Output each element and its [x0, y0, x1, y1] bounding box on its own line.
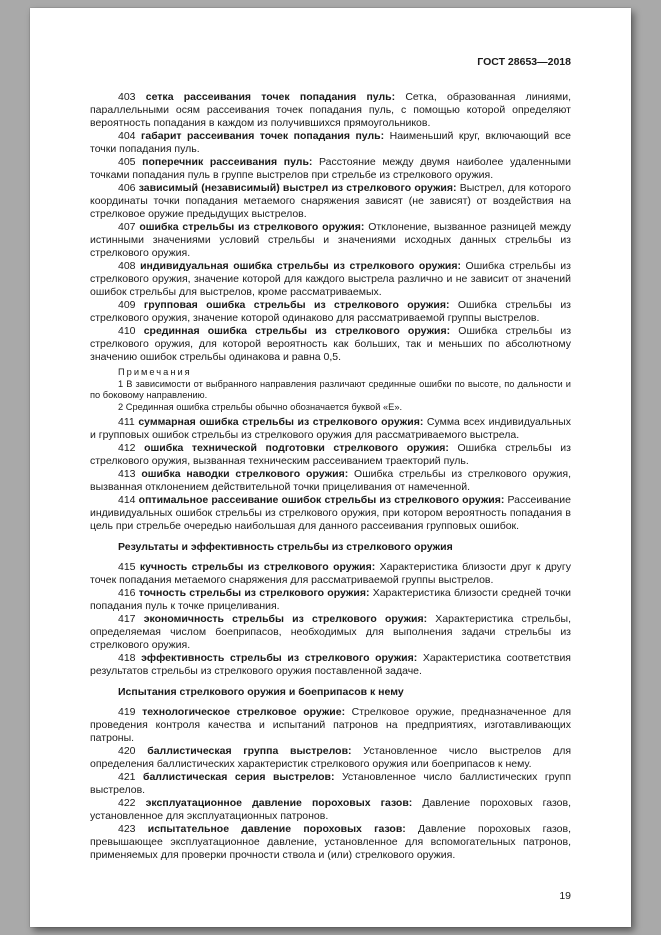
term-paragraph [90, 260, 571, 299]
note-item: 1 В зависимости от выбранного направления различают срединные ошибки по высоте, по дальности и по боковому направлению. [90, 378, 571, 400]
term-label: точность стрельбы из стрелкового оружия: [138, 587, 370, 599]
term-paragraph [90, 442, 571, 468]
term-label: эффективность стрельбы из стрелкового оружия: [141, 652, 418, 664]
term-number: 422 [118, 797, 146, 809]
term-paragraph [90, 416, 571, 442]
page-number: 19 [559, 890, 571, 902]
term-definition: Рассеивание индивидуальных ошибок стрельбы из стрелкового оружия, при котором вероятность попадания в цель при стрельбе очередью наибольшая для данного рассеивания групповых ошибок. [90, 494, 572, 532]
term-definition: Наименьший круг, включающий все точки попадания пуль. [90, 130, 572, 155]
term-label: ошибка наводки стрелкового оружия: [141, 468, 349, 480]
term-label: зависимый (независимый) выстрел из стрелкового оружия: [138, 182, 457, 194]
term-definition: Расстояние между двумя наиболее удаленными точками попадания пуль в группе выстрелов при стрельбе из стрелкового оружия. [90, 156, 571, 181]
term-paragraph [90, 706, 571, 745]
term-label: баллистическая серия выстрелов: [142, 771, 335, 783]
term-paragraph [90, 823, 571, 862]
term-number: 405 [118, 156, 143, 168]
term-definition: Установленное число выстрелов для определения баллистических характеристик стрелкового оружия или боеприпасов к нему. [90, 745, 572, 770]
term-label: технологическое стрелковое оружие: [142, 706, 346, 718]
section-heading: Результаты и эффективность стрельбы из стрелкового оружия [118, 541, 453, 553]
term-definition: Стрелковое оружие, предназначенное для проведения контроля качества и испытаний патронов на предприятиях, изготавливающих патроны. [90, 706, 572, 744]
term-label: ошибка стрельбы из стрелкового оружия: [139, 221, 365, 233]
term-definition: Давление пороховых газов, превышающее эксплуатационное давление, установленное для вспомогательных патронов, применяемых для проверки прочности ствола и (или) стрелкового оружия. [90, 823, 572, 861]
term-number: 403 [118, 91, 146, 103]
term-number: 407 [118, 221, 140, 233]
term-paragraph [90, 221, 571, 260]
term-label: индивидуальная ошибка стрельбы из стрелкового оружия: [140, 260, 462, 272]
term-number: 413 [118, 468, 142, 480]
term-definition: Отклонение, вызванное разницей между истинными значениями условий стрельбы и значениями исходных данных стрельбы из стрелкового оружия. [90, 221, 572, 259]
term-label: оптимальное рассеивание ошибок стрельбы из стрелкового оружия: [138, 494, 505, 506]
section-heading: Испытания стрелкового оружия и боеприпасов к нему [118, 686, 404, 698]
term-label: эксплуатационное давление пороховых газов: [145, 797, 413, 809]
term-label: кучность стрельбы из стрелкового оружия: [139, 561, 376, 573]
term-definition: Ошибка стрельбы из стрелкового оружия, вызванная отклонением действительной точки прицеливания от намеченной. [90, 468, 571, 493]
term-number: 419 [118, 706, 143, 718]
document-content [90, 91, 571, 862]
term-paragraph [90, 745, 571, 771]
term-paragraph [90, 797, 571, 823]
term-label: экономичность стрельбы из стрелкового оружия: [143, 613, 428, 625]
term-paragraph [90, 561, 571, 587]
term-label: габарит рассеивания точек попадания пуль: [141, 130, 385, 142]
term-definition: Ошибка стрельбы из стрелкового оружия, значение которой одинаково для рассматриваемой группы выстрелов. [90, 299, 571, 324]
term-number: 408 [118, 260, 141, 272]
term-definition: Ошибка стрельбы из стрелкового оружия, значение которой для каждого выстрела различно и не зависит от значений ошибок стрельбы для выстрелов, кроме рассматриваемых. [90, 260, 571, 298]
notes-block [90, 367, 571, 413]
term-paragraph [90, 494, 571, 533]
term-number: 414 [118, 494, 139, 506]
term-paragraph [90, 652, 571, 678]
note-item: 2 Срединная ошибка стрельбы обычно обозначается буквой «Е». [118, 401, 403, 412]
term-definition: Выстрел, для которого координаты точки попадания метаемого снаряжения зависят (не зависят) от воздействия на стрелковое оружие предыдущих выстрелов. [90, 182, 571, 220]
term-definition: Сетка, образованная линиями, параллельными осям рассеивания точек попадания пуль, с помощью которой определяют вероятность попадания в каждом из получившихся прямоугольников. [90, 91, 571, 129]
term-paragraph [90, 156, 571, 182]
term-definition: Характеристика стрельбы, определяемая числом боеприпасов, необходимых для выполнения задачи стрельбы из стрелкового оружия. [90, 613, 571, 651]
document-page [30, 8, 631, 927]
term-paragraph [90, 771, 571, 797]
term-paragraph [90, 91, 571, 130]
term-number: 416 [118, 587, 139, 599]
term-paragraph [90, 468, 571, 494]
term-definition: Характеристика соответствия результатов стрельбы из стрелкового оружия поставленной задаче. [90, 652, 571, 677]
term-number: 409 [118, 299, 144, 311]
term-number: 406 [118, 182, 139, 194]
term-paragraph [90, 299, 571, 325]
term-definition: Давление пороховых газов, установленное для эксплуатационных патронов. [90, 797, 572, 822]
term-number: 421 [118, 771, 143, 783]
term-definition: Сумма всех индивидуальных и групповых ошибок стрельбы из стрелкового оружия для рассматриваемого выстрела. [90, 416, 571, 441]
term-label: испытательное давление пороховых газов: [147, 823, 406, 835]
term-number: 423 [118, 823, 148, 835]
term-label: групповая ошибка стрельбы из стрелкового оружия: [143, 299, 450, 311]
notes-title: Примечания [118, 367, 192, 377]
term-definition: Характеристика близости средней точки попадания пуль к точке прицеливания. [90, 587, 571, 612]
term-label: поперечник рассеивания пуль: [142, 156, 313, 168]
term-paragraph [90, 325, 571, 364]
term-number: 404 [118, 130, 141, 142]
term-number: 420 [118, 745, 148, 757]
term-paragraph [90, 130, 571, 156]
term-number: 418 [118, 652, 142, 664]
term-label: сетка рассеивания точек попадания пуль: [145, 91, 396, 103]
term-paragraph [90, 587, 571, 613]
term-number: 412 [118, 442, 145, 454]
term-definition: Характеристика близости друг к другу точек попадания метаемого снаряжения для рассматриваемой группы выстрелов. [90, 561, 571, 586]
term-paragraph [90, 182, 571, 221]
term-definition: Ошибка стрельбы из стрелкового оружия, для которой вероятность как больших, так и меньших по абсолютному значению ошибок стрельбы одинакова и равна 0,5. [90, 325, 572, 363]
term-number: 410 [118, 325, 144, 337]
term-label: ошибка технической подготовки стрелкового оружия: [144, 442, 449, 454]
term-number: 417 [118, 613, 144, 625]
term-number: 415 [118, 561, 140, 573]
term-label: срединная ошибка стрельбы из стрелкового оружия: [143, 325, 451, 337]
term-definition: Ошибка стрельбы из стрелкового оружия, вызванная техническим рассеиванием траекторий пуль. [90, 442, 571, 467]
term-label: баллистическая группа выстрелов: [147, 745, 352, 757]
term-definition: Установленное число баллистических групп выстрелов. [90, 771, 572, 796]
document-header: ГОСТ 28653—2018 [477, 56, 571, 68]
term-paragraph [90, 613, 571, 652]
term-number: 411 [118, 416, 139, 428]
term-label: суммарная ошибка стрельбы из стрелкового оружия: [138, 416, 424, 428]
